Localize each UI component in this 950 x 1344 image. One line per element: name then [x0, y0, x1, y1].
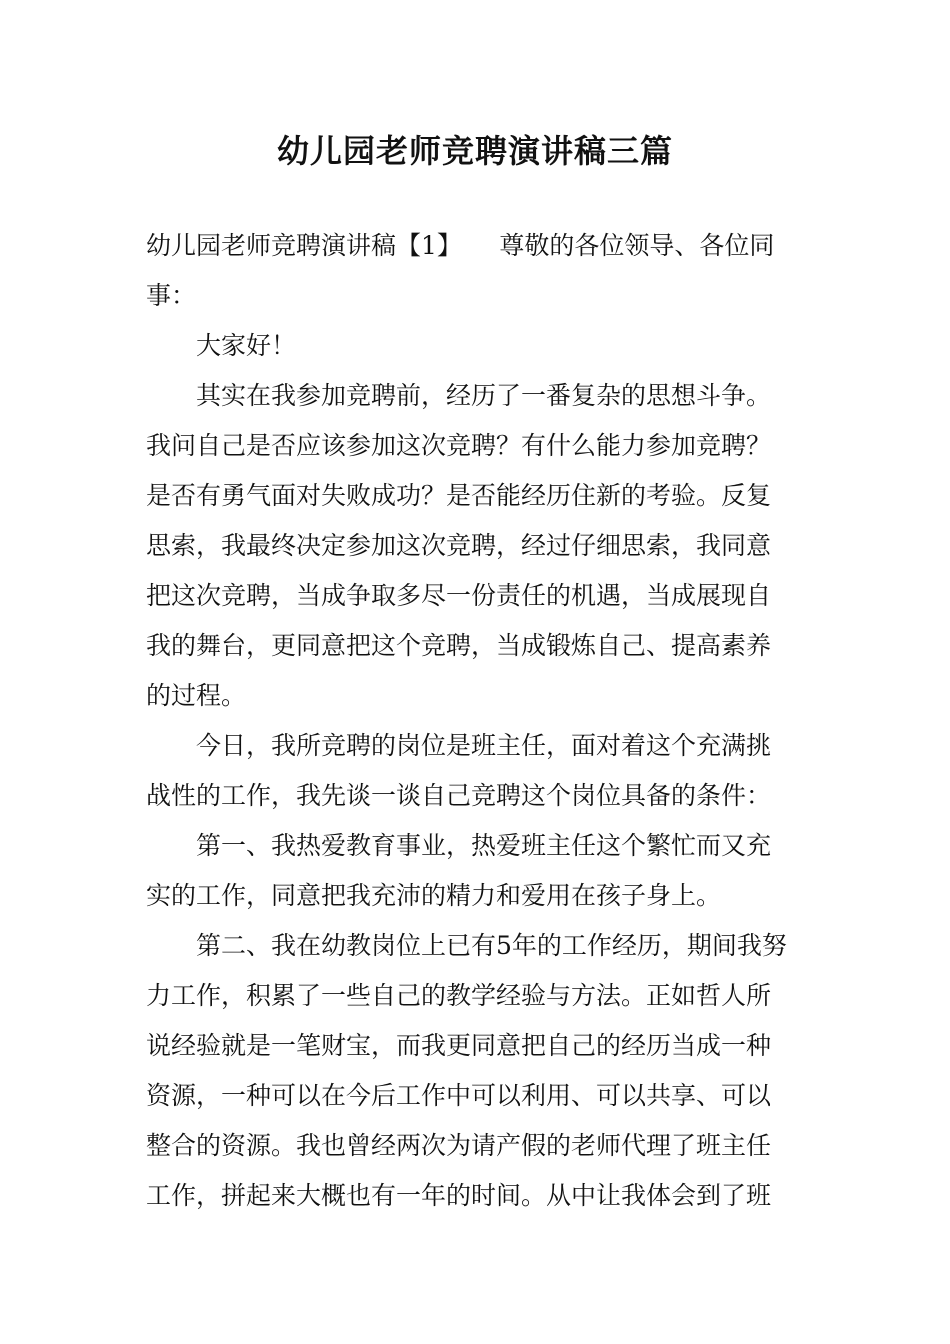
- text-line: 整合的资源。我也曾经两次为请产假的老师代理了班主任: [146, 1131, 772, 1160]
- document-title: 幼儿园老师竞聘演讲稿三篇: [276, 132, 673, 170]
- text-line: 第一、我热爱教育事业，热爱班主任这个繁忙而又充: [196, 831, 772, 860]
- text-line: 的过程。: [146, 681, 247, 710]
- text-line: 力工作，积累了一些自己的教学经验与方法。正如哲人所: [146, 981, 772, 1010]
- text-line: 事：: [146, 281, 197, 310]
- text-line: 思索，我最终决定参加这次竞聘，经过仔细思索，我同意: [146, 531, 772, 560]
- text-line: 其实在我参加竞聘前，经历了一番复杂的思想斗争。: [196, 381, 772, 410]
- text-line: 今日，我所竞聘的岗位是班主任，面对着这个充满挑: [196, 731, 772, 760]
- text-line: 资源，一种可以在今后工作中可以利用、可以共享、可以: [146, 1081, 772, 1110]
- text-line: 幼儿园老师竞聘演讲稿【1】 尊敬的各位领导、各位同: [146, 231, 775, 260]
- text-line: 大家好！: [196, 331, 297, 360]
- document-body: [146, 221, 806, 1221]
- text-line: 工作，拼起来大概也有一年的时间。从中让我体会到了班: [146, 1181, 772, 1210]
- text-line: 第二、我在幼教岗位上已有5年的工作经历，期间我努: [196, 931, 787, 960]
- text-line: 战性的工作，我先谈一谈自己竞聘这个岗位具备的条件：: [146, 781, 772, 810]
- text-line: 我的舞台，更同意把这个竞聘，当成锻炼自己、提高素养: [146, 631, 772, 660]
- text-line: 是否有勇气面对失败成功？是否能经历住新的考验。反复: [146, 481, 772, 510]
- text-line: 说经验就是一笔财宝，而我更同意把自己的经历当成一种: [146, 1031, 772, 1060]
- text-line: 把这次竞聘，当成争取多尽一份责任的机遇，当成展现自: [146, 581, 772, 610]
- text-line: 我问自己是否应该参加这次竞聘？有什么能力参加竞聘？: [146, 431, 772, 460]
- text-line: 实的工作，同意把我充沛的精力和爱用在孩子身上。: [146, 881, 722, 910]
